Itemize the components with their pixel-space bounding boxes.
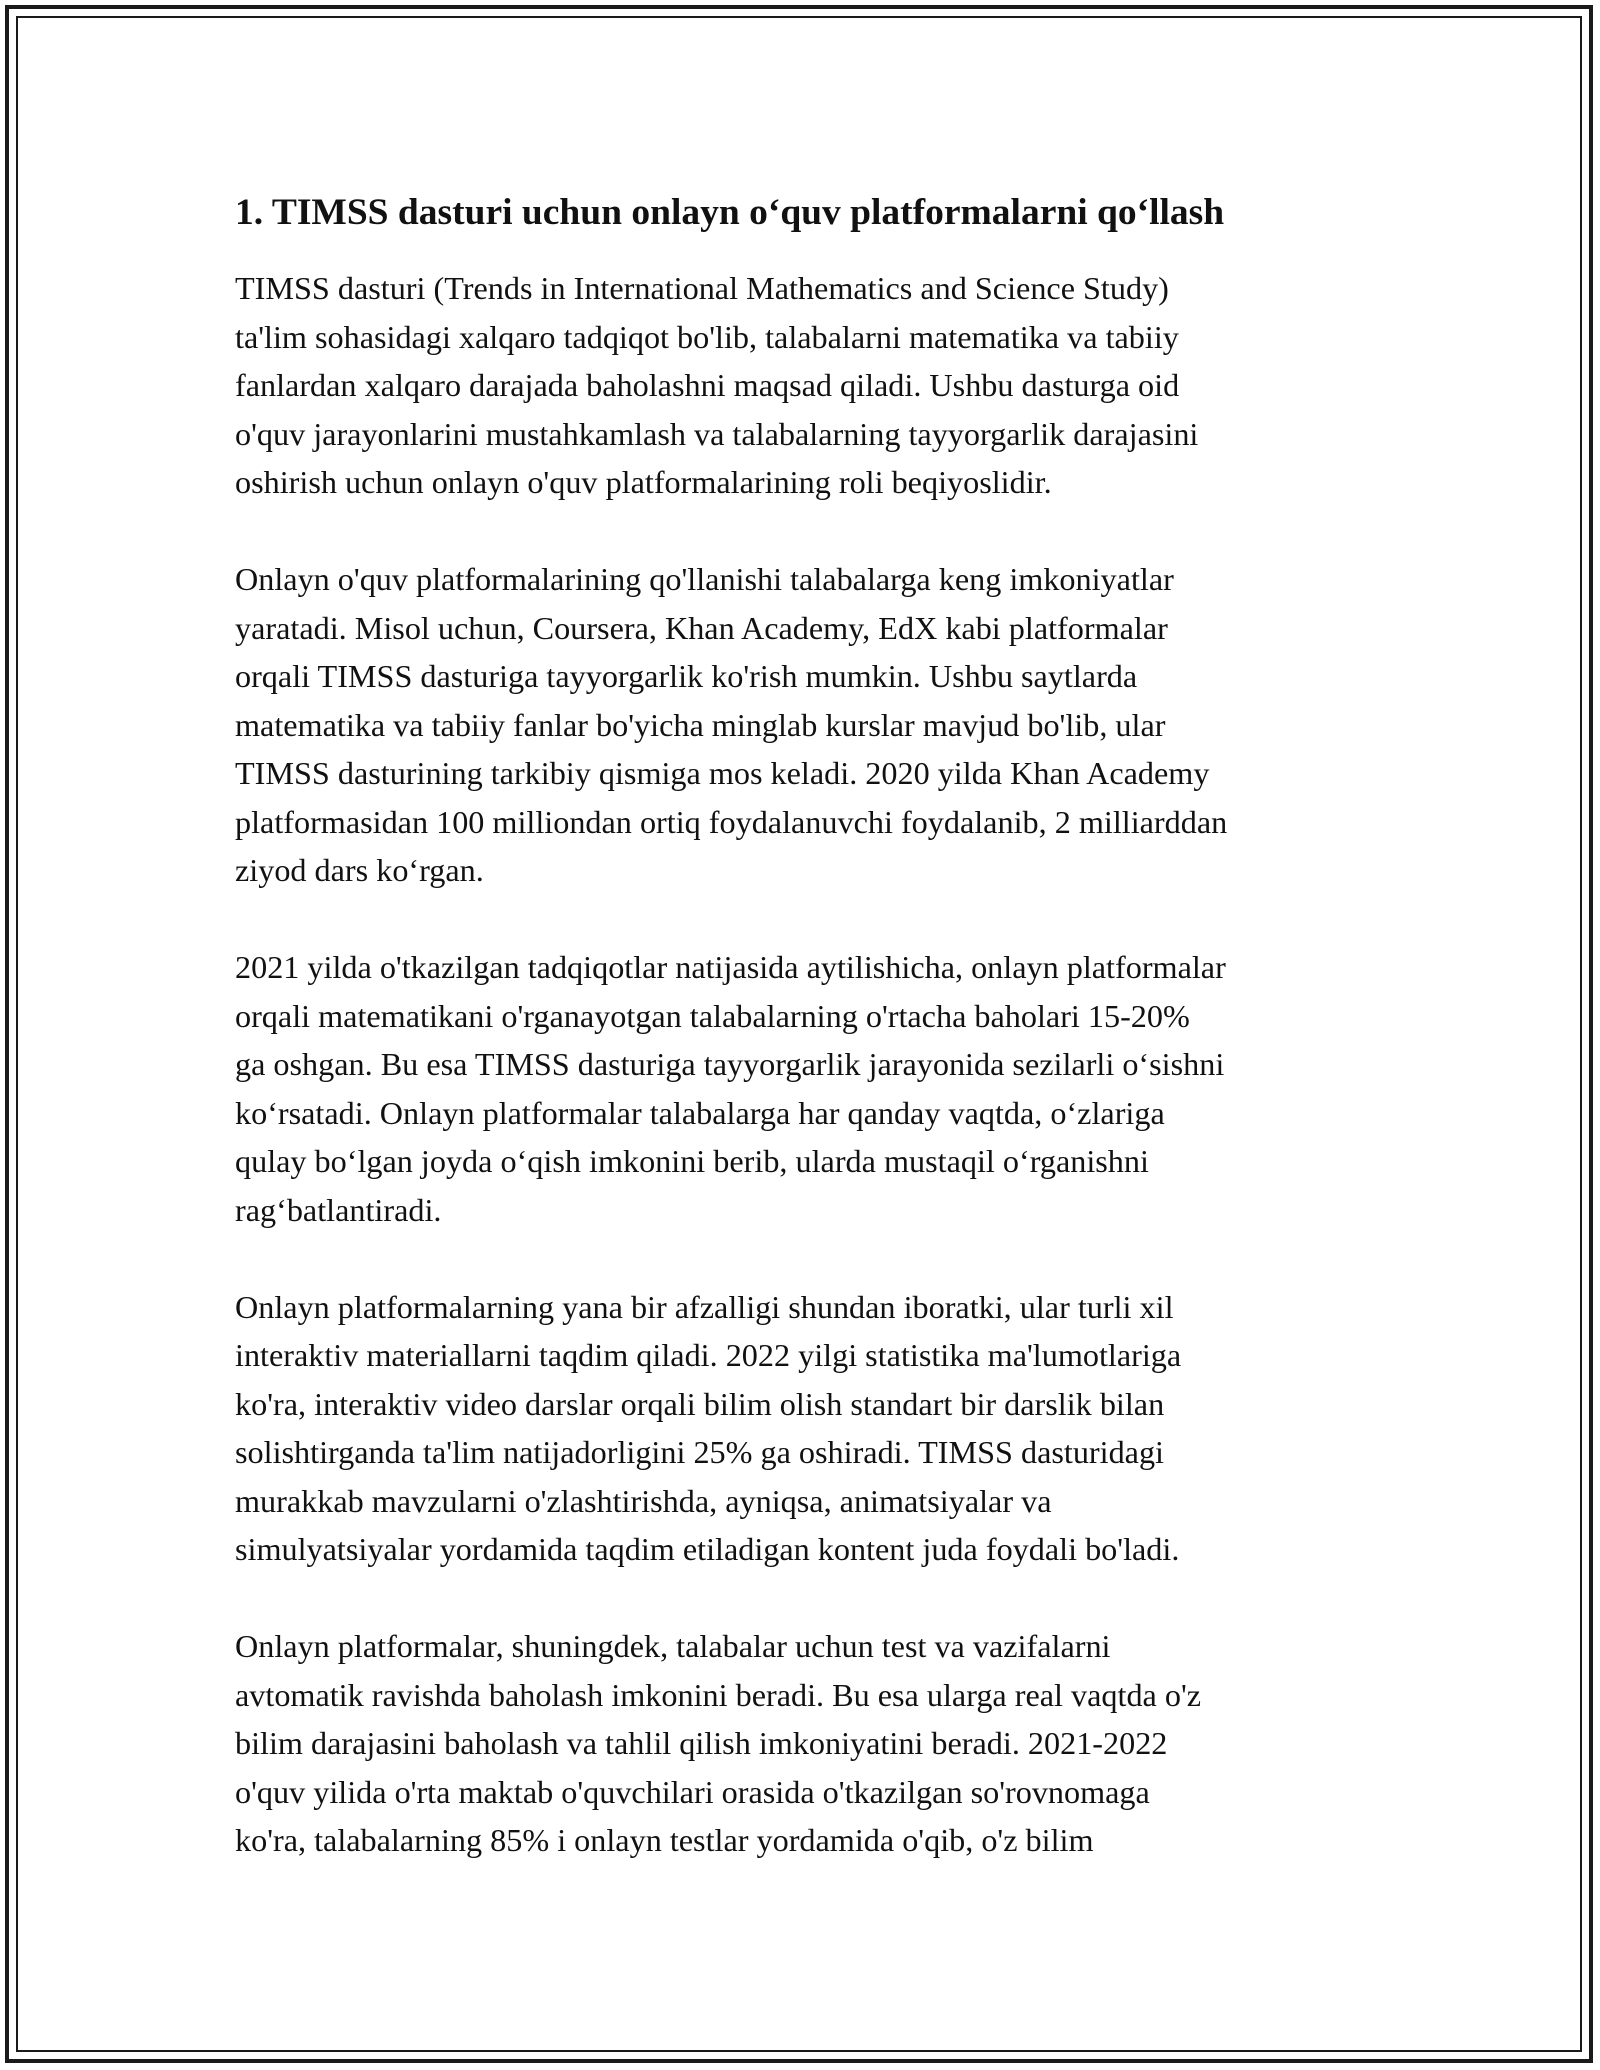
paragraph-line: oshirish uchun onlayn o'quv platformalarining roli beqiyoslidir. xyxy=(235,464,1052,500)
paragraph-line: bilim darajasini baholash va tahlil qilish imkoniyatini beradi. 2021-2022 xyxy=(235,1725,1168,1761)
paragraph-line: o'quv jarayonlarini mustahkamlash va talabalarning tayyorgarlik darajasini xyxy=(235,415,1199,452)
paragraph-line: rag‘batlantiradi. xyxy=(235,1191,442,1228)
paragraph-list xyxy=(235,264,1395,1865)
paragraph-line: murakkab mavzularni o'zlashtirishda, ayniqsa, animatsiyalar va xyxy=(235,1482,1052,1519)
paragraph-line: TIMSS dasturining tarkibiy qismiga mos keladi. 2020 yilda Khan Academy xyxy=(235,755,1210,791)
paragraph-line: ziyod dars ko‘rgan. xyxy=(235,852,484,888)
paragraph-line: TIMSS dasturi (Trends in International Mathematics and Science Study) xyxy=(235,270,1169,306)
paragraph xyxy=(235,1622,1395,1865)
paragraph-line: matematika va tabiiy fanlar bo'yicha minglab kurslar mavjud bo'lib, ular xyxy=(235,706,1166,743)
paragraph-line: Onlayn platformalarning yana bir afzalligi shundan iboratki, ular turli xil xyxy=(235,1288,1174,1325)
paragraph-line: avtomatik ravishda baholash imkonini beradi. Bu esa ularga real vaqtda o'z xyxy=(235,1676,1202,1713)
paragraph-line: platformasidan 100 milliondan ortiq foydalanuvchi foydalanib, 2 milliarddan xyxy=(235,803,1228,840)
paragraph-line: Onlayn o'quv platformalarining qo'llanishi talabalarga keng imkoniyatlar xyxy=(235,561,1174,597)
paragraph-line: ga oshgan. Bu esa TIMSS dasturiga tayyorgarlik jarayonida sezilarli o‘sishni xyxy=(235,1046,1225,1082)
paragraph-line: yaratadi. Misol uchun, Coursera, Khan Academy, EdX kabi platformalar xyxy=(235,609,1168,646)
paragraph-line: o'quv yilida o'rta maktab o'quvchilari orasida o'tkazilgan so'rovnomaga xyxy=(235,1773,1150,1810)
paragraph xyxy=(235,264,1395,507)
paragraph-line: ta'lim sohasidagi xalqaro tadqiqot bo'lib, talabalarni matematika va tabiiy xyxy=(235,318,1179,355)
paragraph-line: ko'ra, talabalarning 85% i onlayn testlar yordamida o'qib, o'z bilim xyxy=(235,1822,1094,1858)
document-body xyxy=(235,188,1395,1913)
paragraph-line: ko'ra, interaktiv video darslar orqali bilim olish standart bir darslik bilan xyxy=(235,1385,1165,1422)
paragraph-line: Onlayn platformalar, shuningdek, talabalar uchun test va vazifalarni xyxy=(235,1628,1111,1664)
paragraph-line: fanlardan xalqaro darajada baholashni maqsad qiladi. Ushbu dasturga oid xyxy=(235,367,1180,403)
paragraph-line: interaktiv materiallarni taqdim qiladi. 2022 yilgi statistika ma'lumotlariga xyxy=(235,1337,1182,1373)
paragraph-line: ko‘rsatadi. Onlayn platformalar talabalarga har qanday vaqtda, o‘zlariga xyxy=(235,1094,1165,1131)
section-title: 1. TIMSS dasturi uchun onlayn o‘quv platformalarni qo‘llash xyxy=(235,192,1225,233)
paragraph-line: 2021 yilda o'tkazilgan tadqiqotlar natijasida aytilishicha, onlayn platformalar xyxy=(235,949,1226,985)
paragraph-line: orqali TIMSS dasturiga tayyorgarlik ko'rish mumkin. Ushbu saytlarda xyxy=(235,658,1138,694)
paragraph xyxy=(235,943,1395,1234)
paragraph-line: orqali matematikani o'rganayotgan talabalarning o'rtacha baholari 15-20% xyxy=(235,997,1190,1034)
paragraph-line: qulay bo‘lgan joyda o‘qish imkonini berib, ularda mustaqil o‘rganishni xyxy=(235,1143,1149,1179)
paragraph xyxy=(235,555,1395,895)
paragraph xyxy=(235,1283,1395,1574)
paragraph-line: simulyatsiyalar yordamida taqdim etiladigan kontent juda foydali bo'ladi. xyxy=(235,1531,1180,1567)
paragraph-line: solishtirganda ta'lim natijadorligini 25% ga oshiradi. TIMSS dasturidagi xyxy=(235,1434,1165,1470)
